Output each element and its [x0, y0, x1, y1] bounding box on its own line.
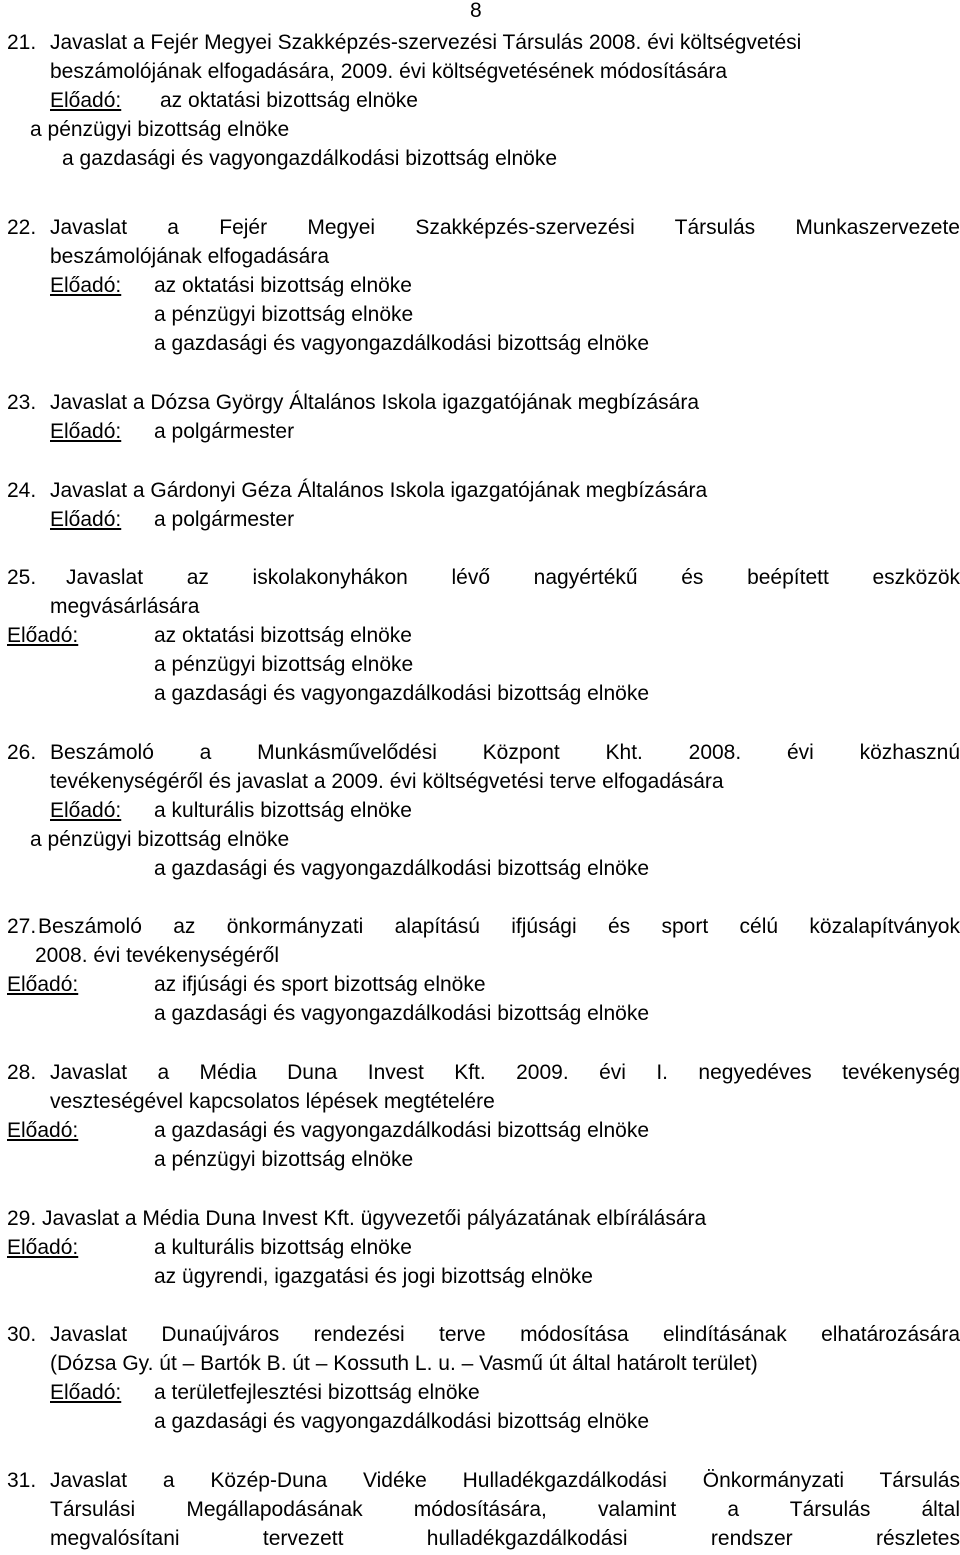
item-title-line: megvásárlására [50, 595, 200, 618]
item-title-line: veszteségével kapcsolatos lépések megtételére [50, 1090, 495, 1113]
speaker-label: Előadó: [50, 1381, 122, 1404]
speaker-label: Előadó: [50, 508, 122, 531]
speaker-name: a pénzügyi bizottság elnöke [30, 828, 290, 851]
speaker-label: Előadó: [50, 274, 122, 297]
speaker-name: az oktatási bizottság elnöke [160, 89, 418, 112]
speaker-name: a gazdasági és vagyongazdálkodási bizottság elnöke [154, 857, 650, 880]
speaker-row [7, 621, 960, 650]
item-number: 24. [7, 479, 37, 502]
speaker-label: Előadó: [7, 973, 79, 996]
speaker-label: Előadó: [7, 1119, 79, 1142]
speaker-label: Előadó: [7, 1236, 79, 1259]
speaker-name: a gazdasági és vagyongazdálkodási bizottság elnöke [154, 682, 650, 705]
item-number: 27. [7, 915, 37, 938]
speaker-name: a pénzügyi bizottság elnöke [154, 1148, 414, 1171]
speaker-name: a kulturális bizottság elnöke [154, 1236, 412, 1259]
speaker-row [50, 271, 960, 300]
speaker-name: a kulturális bizottság elnöke [154, 799, 412, 822]
speaker-row [50, 417, 960, 446]
speaker-row [7, 1116, 960, 1145]
item-number: 29. [7, 1207, 37, 1230]
speaker-name: a gazdasági és vagyongazdálkodási bizottság elnöke [154, 1410, 650, 1433]
speaker-label: Előadó: [50, 420, 122, 443]
item-title-line: Javaslat a Média Duna Invest Kft. 2009. évi I. negyedéves tevékenység [50, 1061, 960, 1084]
speaker-name: a gazdasági és vagyongazdálkodási bizottság elnöke [154, 332, 650, 355]
item-title-line: tevékenységéről és javaslat a 2009. évi költségvetési terve elfogadására [50, 770, 724, 793]
speaker-name: az oktatási bizottság elnöke [154, 624, 412, 647]
speaker-name: a polgármester [154, 508, 295, 531]
speaker-name: a pénzügyi bizottság elnöke [154, 303, 414, 326]
item-title-line: Javaslat az iskolakonyhákon lévő nagyértékű és beépített eszközök [66, 566, 960, 589]
speaker-name: a gazdasági és vagyongazdálkodási bizottság elnöke [154, 1119, 650, 1142]
speaker-name: a pénzügyi bizottság elnöke [30, 118, 290, 141]
item-title-line: Javaslat a Közép-Duna Vidéke Hulladékgazdálkodási Önkormányzati Társulás [50, 1469, 960, 1492]
speaker-label: Előadó: [50, 799, 122, 822]
speaker-name: a gazdasági és vagyongazdálkodási bizottság elnöke [154, 1002, 650, 1025]
speaker-row [50, 796, 960, 825]
item-title-line: Beszámoló a Munkásművelődési Központ Kht. 2008. évi közhasznú [50, 741, 960, 764]
speaker-label: Előadó: [50, 89, 122, 112]
speaker-name: a polgármester [154, 420, 295, 443]
item-title-line: Javaslat a Dózsa György Általános Iskola igazgatójának megbízására [50, 391, 700, 414]
speaker-name: a területfejlesztési bizottság elnöke [154, 1381, 480, 1404]
item-title-line: Javaslat a Fejér Megyei Szakképzés-szervezési Társulás Munkaszervezete [50, 216, 960, 239]
item-title-line: (Dózsa Gy. út – Bartók B. út – Kossuth L. u. – Vasmű út által határolt terület) [50, 1352, 758, 1375]
item-title-line: Javaslat a Fejér Megyei Szakképzés-szervezési Társulás 2008. évi költségvetési [50, 31, 802, 54]
speaker-name: az ifjúsági és sport bizottság elnöke [154, 973, 486, 996]
item-title-line: Javaslat Dunaújváros rendezési terve módosítása elindításának elhatározására [50, 1323, 960, 1346]
item-title-line: beszámolójának elfogadására [50, 245, 330, 268]
item-title-line: Társulási Megállapodásának módosítására, valamint a Társulás által [50, 1498, 960, 1521]
item-title-line: 2008. évi tevékenységéről [35, 944, 279, 967]
item-title-line: megvalósítani tervezett hulladékgazdálkodási rendszer részletes [50, 1527, 960, 1550]
speaker-name: a pénzügyi bizottság elnöke [154, 653, 414, 676]
item-number: 31. [7, 1469, 37, 1492]
item-number: 26. [7, 741, 37, 764]
item-number: 28. [7, 1061, 37, 1084]
item-title-line: beszámolójának elfogadására, 2009. évi költségvetésének módosítására [50, 60, 728, 83]
speaker-row [50, 86, 960, 115]
item-number: 25. [7, 566, 37, 589]
item-title-line: Javaslat a Média Duna Invest Kft. ügyvezetői pályázatának elbírálására [42, 1207, 707, 1230]
speaker-row [7, 1233, 960, 1262]
speaker-name: az ügyrendi, igazgatási és jogi bizottság elnöke [154, 1265, 593, 1288]
item-number: 23. [7, 391, 37, 414]
speaker-row [7, 970, 960, 999]
item-number: 22. [7, 216, 37, 239]
item-title-line: Beszámoló az önkormányzati alapítású ifjúsági és sport célú közalapítványok [38, 915, 960, 938]
speaker-row [50, 505, 960, 534]
item-number: 21. [7, 31, 37, 54]
speaker-label: Előadó: [7, 624, 79, 647]
speaker-row [50, 1378, 960, 1407]
speaker-name: az oktatási bizottság elnöke [154, 274, 412, 297]
speaker-name: a gazdasági és vagyongazdálkodási bizottság elnöke [62, 147, 558, 170]
item-title-line: Javaslat a Gárdonyi Géza Általános Iskola igazgatójának megbízására [50, 479, 708, 502]
item-number: 30. [7, 1323, 37, 1346]
page-number: 8 [470, 0, 482, 22]
